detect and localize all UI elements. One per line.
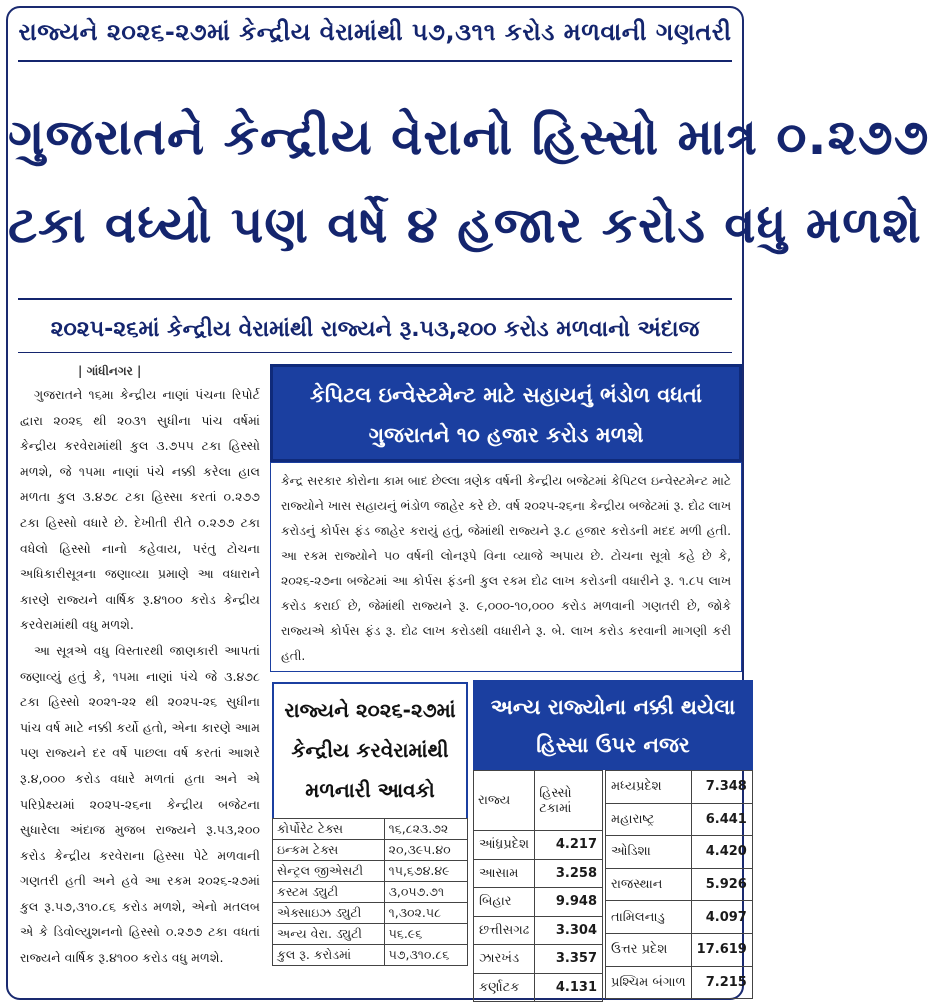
table-row (273, 819, 468, 840)
table-row (273, 882, 468, 903)
row-label: ઇન્કમ ટેક્સ (273, 840, 385, 861)
table-row (474, 831, 603, 860)
row-value: 4.217 (535, 831, 603, 860)
sub-headline: ૨૦૨૫-૨૬માં કેન્દ્રીય વેરામાંથી રાજ્યને રૂ.૫૩,૨૦૦ કરોડ મળવાનો અંદાજ (50, 317, 700, 342)
article-paragraph: આ સૂત્રએ વધુ વિસ્તારથી જાણકારી આપતાં જણાવ્યું હતું કે, ૧૫મા નાણાં પંચે જે ૩.૪૭૮ ટકા હિસ્સો ૨૦૨૧-૨૨ થી ૨૦૨૫-૨૬ સુધીના પાંચ વર્ષ માટે નક્કી કર્યો હતો, એના કારણે આમ પણ રાજ્યને દર વર્ષે પાછલા વર્ષ કરતાં આશરે રૂ.૪,૦૦૦ કરોડ વધારે મળતાં હતા અને એ પરિપ્રેક્ષ્યમાં ૨૦૨૫-૨૬ના કેન્દ્રીય બજેટના સુધારેલા અંદાજ મુજબ રાજ્યને રૂ.૫૩,૨૦૦ કરોડ કેન્દ્રીય કરવેરાના હિસ્સા પેટે મળવાની ગણતરી હતી અને હવે આ રકમ ૨૦૨૬-૨૭માં કુલ રૂ.૫૭,૩૧૦.૮૬ કરોડ મળશે, એનો મતલબ એ કે ડિવોલ્યુશનનો હિસ્સો ૦.૨૭૭ ટકા વધતાં રાજ્યને વાર્ષિક રૂ.૪૧૦૦ કરોડ વધુ મળશે. (20, 642, 260, 966)
row-label: ઝારખંડ (474, 945, 535, 974)
row-label: તામિલનાડુ (606, 901, 692, 934)
row-value: ૨૦,૩૯૫.૪૦ (384, 840, 467, 861)
kicker-headline: રાજ્યને ૨૦૨૬-૨૭માં કેન્દ્રીય વેરામાંથી ૫૭,૩૧૧ કરોડ મળવાની ગણતરી (18, 18, 732, 46)
row-label: આસામ (474, 859, 535, 888)
table-row (606, 868, 753, 901)
divider (18, 352, 732, 353)
revenue-title-line: રાજ્યને ૨૦૨૬-૨૭માં (284, 698, 456, 722)
revenue-table (272, 818, 468, 966)
state-share-table-right (605, 770, 753, 999)
row-label: રાજસ્થાન (606, 868, 692, 901)
row-label: મધ્યપ્રદેશ (606, 771, 692, 804)
state-share-title-line: હિસ્સા ઉપર નજર (536, 733, 690, 757)
row-label: છત્તીસગઢ (474, 916, 535, 945)
infobox-title-line: કેપિટલ ઇન્વેસ્ટમેન્ટ માટે સહાયનું ભંડોળ વધતાં (310, 383, 702, 407)
dateline: | ગાંધીનગર | (78, 364, 141, 379)
row-value: ૧૬,૮૨૩.૭૨ (384, 819, 467, 840)
revenue-table-title (272, 682, 468, 818)
table-row (606, 836, 753, 869)
row-label: એક્સાઇઝ ડ્યુટી (273, 903, 385, 924)
row-value: ૫૬.૯૬ (384, 924, 467, 945)
row-value: 4.131 (535, 973, 603, 1002)
row-value: ૧,૩૦૨.૫૮ (384, 903, 467, 924)
divider (18, 60, 732, 62)
column-header-share: હિસ્સો ટકામાં (535, 771, 603, 831)
row-value: ૫૭,૩૧૦.૮૬ (384, 945, 467, 966)
row-label: બિહાર (474, 888, 535, 917)
table-row (606, 803, 753, 836)
revenue-title-line: મળનારી આવકો (305, 778, 435, 802)
article-column-left (20, 382, 260, 971)
row-value: 3.304 (535, 916, 603, 945)
row-value: 5.926 (691, 868, 752, 901)
row-label: પ્રશ્ચિમ બંગાળ (606, 966, 692, 999)
row-value: 7.348 (691, 771, 752, 804)
row-value: ૧૫,૬૭૪.૪૯ (384, 861, 467, 882)
row-label: મહારાષ્ટ્ર (606, 803, 692, 836)
table-row (606, 901, 753, 934)
table-row (474, 973, 603, 1002)
infobox-body: કેન્દ્ર સરકાર કોરોના કામ બાદ છેલ્લા ત્રણેક વર્ષની કેન્દ્રીય બજેટમાં કેપિટલ ઇન્વેસ્ટમેન્ટ માટે રાજ્યોને ખાસ સહાયનું ભંડોળ જાહેર કરે છે. વર્ષ ૨૦૨૫-૨૬ના કેન્દ્રીય બજેટમાં રૂ. દોઢ લાખ કરોડનું કોર્પસ ફંડ જાહેર કરાયું હતું, જેમાંથી રાજ્યને રૂ.૮ હજાર કરોડની મદદ મળી હતી. આ રકમ રાજ્યોને ૫૦ વર્ષની લોનરૂપે વિના વ્યાજે અપાય છે. ટોચના સૂત્રો કહે છે કે, ૨૦૨૬-૨૭ના બજેટમાં આ કોર્પસ ફંડની કુલ રકમ દોઢ લાખ કરોડની વધારીને રૂ. ૧.૮૫ લાખ કરોડ કરાઈ છે, જેમાંથી રાજ્યને રૂ. ૯,૦૦૦-૧૦,૦૦૦ કરોડ મળવાની ગણતરી છે, જોકે રાજ્યએ કોર્પસ ફંડ રૂ. દોઢ લાખ કરોડથી વધારીને રૂ. બે. લાખ કરોડ કરવાની માગણી કરી હતી. (270, 462, 742, 672)
row-label: ઉત્તર પ્રદેશ (606, 933, 692, 966)
table-row (273, 903, 468, 924)
row-value: 7.215 (691, 966, 752, 999)
row-value: 6.441 (691, 803, 752, 836)
table-row (273, 840, 468, 861)
row-value: ૩,૦૫૭.૭૧ (384, 882, 467, 903)
table-row (273, 945, 468, 966)
row-label: ઓડિશા (606, 836, 692, 869)
row-value: 3.357 (535, 945, 603, 974)
row-value: 4.097 (691, 901, 752, 934)
main-headline-line1: ગુજરાતને કેન્દ્રીય વેરાનો હિસ્સો માત્ર ૦.૨૭૭ (8, 108, 929, 166)
newspaper-clipping (6, 6, 929, 1000)
infobox-title-line: ગુજરાતને ૧૦ હજાર કરોડ મળશે (368, 423, 644, 447)
row-label: કોર્પોરેટ ટેક્સ (273, 819, 385, 840)
article-paragraph: ગુજરાતને ૧૬મા કેન્દ્રીય નાણાં પંચના રિપોર્ટ દ્વારા ૨૦૨૬ થી ૨૦૩૧ સુધીના પાંચ વર્ષમાં કેન્દ્રીય કરવેરામાંથી કુલ ૩.૭૫૫ ટકા હિસ્સો મળશે, જે ૧૫મા નાણાં પંચે નક્કી કરેલા હાલ મળતા કુલ ૩.૪૭૮ ટકા હિસ્સા કરતાં ૦.૨૭૭ ટકા હિસ્સો વધારે છે. દેખીતી રીતે ૦.૨૭૭ ટકા વધેલો હિસ્સો નાનો કહેવાય, પરંતુ ટોચના અધિકારીસૂત્રના જણાવ્યા પ્રમાણે આ વધારાને કારણે રાજ્યને વાર્ષિક રૂ.૪૧૦૦ કરોડ કેન્દ્રીય કરવેરામાંથી વધુ મળશે. (20, 387, 260, 633)
table-row (474, 859, 603, 888)
table-row (273, 861, 468, 882)
table-row (606, 966, 753, 999)
row-value: 9.948 (535, 888, 603, 917)
table-row (474, 888, 603, 917)
state-share-title-line: અન્ય રાજ્યોના નક્કી થયેલા (490, 695, 736, 719)
infobox-title (270, 364, 742, 462)
table-row (474, 916, 603, 945)
row-value: 3.258 (535, 859, 603, 888)
divider (18, 298, 732, 300)
table-row (273, 924, 468, 945)
table-row (474, 945, 603, 974)
row-label: સેન્ટ્રલ જીએસટી (273, 861, 385, 882)
revenue-title-line: કેન્દ્રીય કરવેરામાંથી (291, 738, 449, 762)
row-label: કર્ણાટક (474, 973, 535, 1002)
row-label: અન્ય વેરા. ડ્યુટી (273, 924, 385, 945)
row-label: આંધ્રપ્રદેશ (474, 831, 535, 860)
row-value: 17.619 (691, 933, 752, 966)
row-label: કસ્ટમ ડ્યુટી (273, 882, 385, 903)
table-row (606, 771, 753, 804)
row-label: કુલ રૂ. કરોડમાં (273, 945, 385, 966)
row-value: 4.420 (691, 836, 752, 869)
main-headline-line2: ટકા વધ્યો પણ વર્ષે ૪ હજાર કરોડ વધુ મળશે (8, 196, 922, 254)
table-row (606, 933, 753, 966)
state-share-title (473, 680, 753, 770)
state-share-table-left (473, 770, 603, 1002)
column-header-state: રાજ્ય (474, 771, 535, 831)
